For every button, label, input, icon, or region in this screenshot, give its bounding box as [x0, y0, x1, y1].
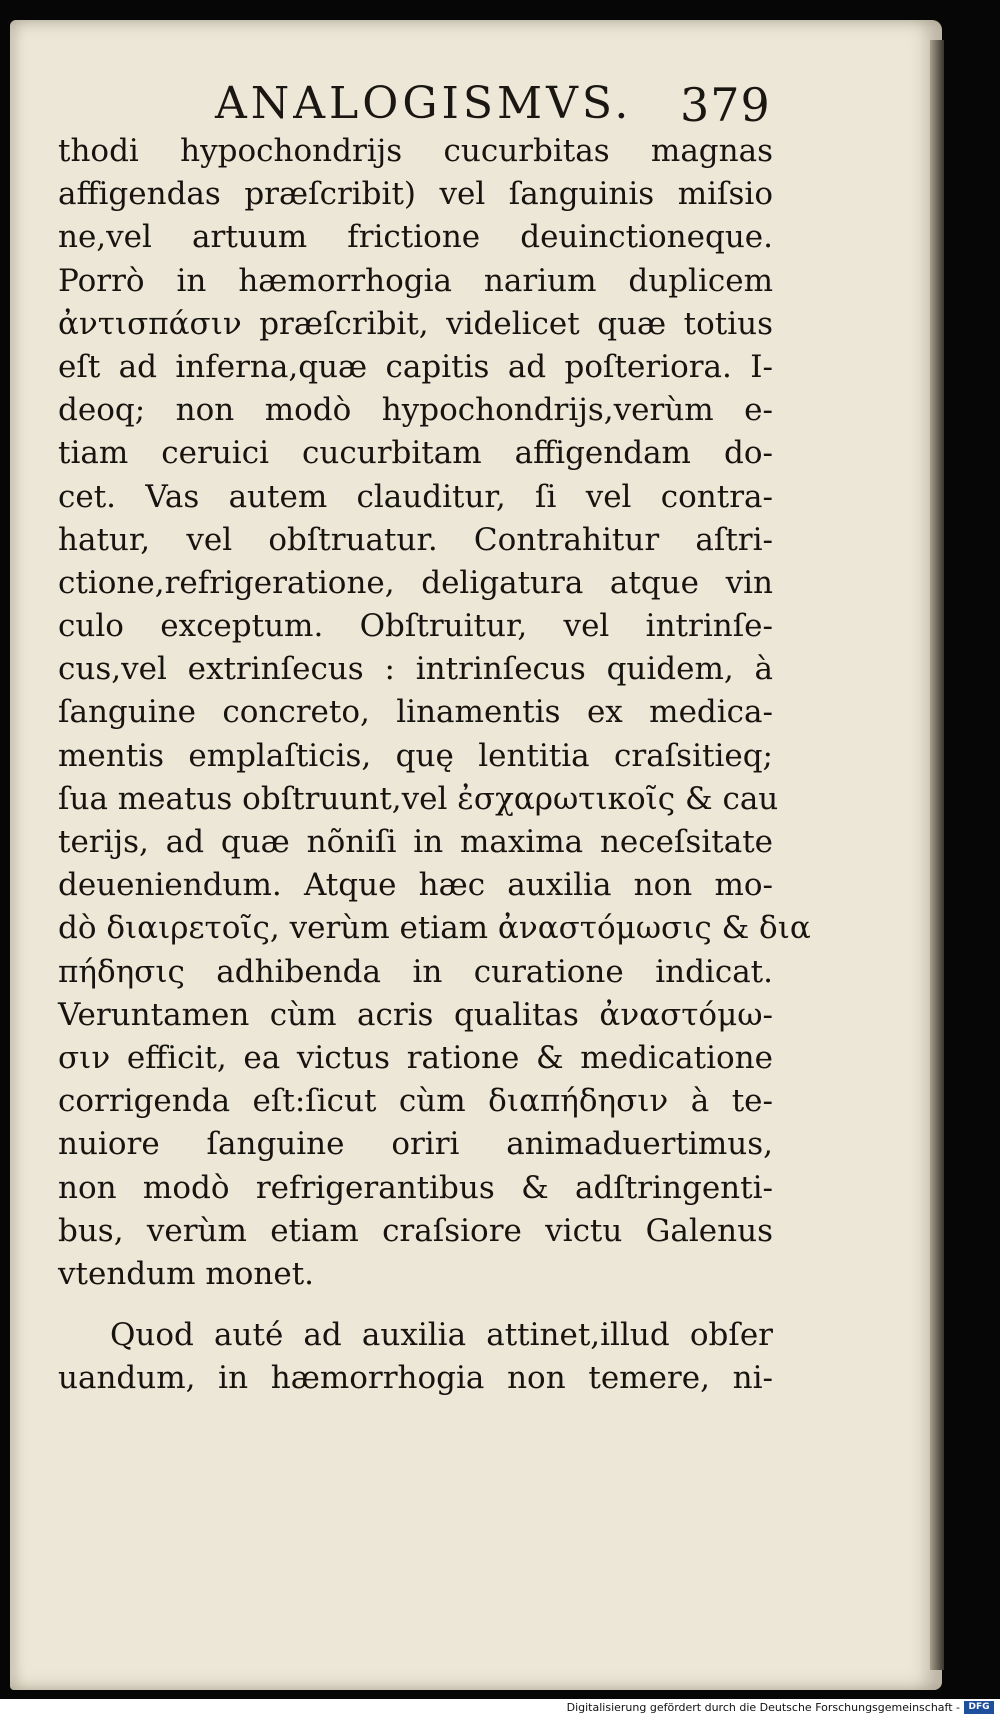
text-line: Porrò in hæmorrhogia narium duplicem — [58, 262, 773, 299]
paragraph-2 — [58, 1314, 773, 1400]
text-line: cet. Vas autem clauditur, ſi vel contra- — [58, 478, 773, 515]
text-line: uandum, in hæmorrhogia non temere, ni- — [58, 1360, 773, 1397]
paragraph-1 — [58, 130, 811, 1296]
text-line: culo exceptum. Obſtruitur, vel intrinſe- — [58, 608, 773, 645]
text-line: ſua meatus obſtruunt,vel ἐσχαρωτικοῖς & cau — [58, 780, 779, 817]
text-line: nuiore ſanguine oriri animaduertimus, — [58, 1126, 773, 1163]
running-title: ANALOGISMVS. — [215, 78, 633, 129]
text-line: mentis emplaſticis, quę lentitia craſsitieq; — [58, 737, 773, 774]
text-line: dò διαιρετοῖς, verùm etiam ἀναστόμωσις & δια — [58, 910, 811, 947]
text-line: terijs, ad quæ nõniſi in maxima neceſsitate — [58, 824, 773, 860]
text-line: bus, verùm etiam craſsiore victu Galenus — [58, 1212, 773, 1249]
text-line: Quod auté ad auxilia attinet,illud obſer — [110, 1317, 773, 1354]
digitization-footer — [0, 1699, 1000, 1717]
text-line: non modò refrigerantibus & adſtringenti- — [58, 1169, 773, 1206]
text-line: Veruntamen cùm acris qualitas ἀναστόμω- — [58, 996, 773, 1033]
text-line: vtendum monet. — [58, 1255, 315, 1292]
page-gutter-edge — [930, 40, 944, 1670]
text-line: thodi hypochondrijs cucurbitas magnas — [58, 133, 773, 169]
text-line: deoq; non modò hypochondrijs,verùm e- — [58, 392, 773, 429]
text-line: πήδησις adhibenda in curatione indicat. — [58, 953, 773, 990]
footer-credit: Digitalisierung gefördert durch die Deutsche Forschungsgemeinschaft - — [566, 1701, 960, 1714]
text-line: affigendas præſcribit) vel ſanguinis miſsio — [58, 176, 773, 213]
dfg-logo: DFG — [964, 1701, 994, 1714]
page-text — [58, 130, 811, 1400]
page-number: 379 — [680, 78, 771, 132]
text-line: ἀντισπάσιν præſcribit, videlicet quæ totius — [58, 305, 773, 342]
text-line: hatur, vel obſtruatur. Contrahitur aſtri- — [58, 521, 773, 558]
text-line: tiam ceruici cucurbitam affigendam do- — [58, 435, 773, 472]
text-line: ne,vel artuum frictione deuinctioneque. — [58, 219, 773, 256]
text-line: deueniendum. Atque hæc auxilia non mo- — [58, 867, 773, 904]
text-line: eſt ad inferna,quæ capitis ad poſteriora. I- — [58, 348, 773, 385]
text-line: σιν efficit, ea victus ratione & medicatione — [58, 1039, 773, 1076]
text-line: ctione,refrigeratione, deligatura atque vin — [58, 564, 773, 601]
text-line: corrigenda eſt:ſicut cùm διαπήδησιν à te- — [58, 1083, 773, 1120]
text-line: ſanguine concreto, linamentis ex medica- — [58, 694, 773, 731]
text-line: cus,vel extrinſecus : intrinſecus quidem, à — [58, 651, 773, 688]
